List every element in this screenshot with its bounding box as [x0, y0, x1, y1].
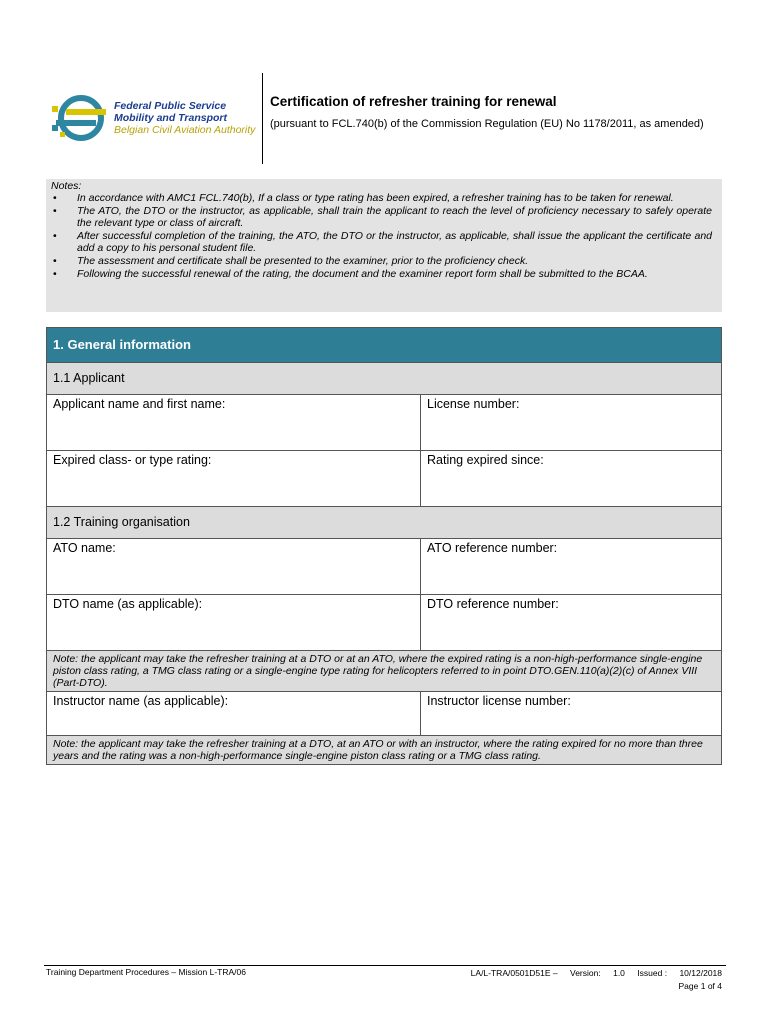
- form-row: [47, 539, 721, 595]
- document-subtitle: (pursuant to FCL.740(b) of the Commission Regulation (EU) No 1178/2011, as amended): [270, 118, 704, 130]
- field-label: Expired class- or type rating:: [53, 453, 212, 467]
- field-label: ATO reference number:: [427, 541, 558, 555]
- rating-expired-since-field[interactable]: [421, 451, 721, 506]
- footer-meta: [461, 967, 722, 993]
- field-label: Instructor name (as applicable):: [53, 694, 229, 708]
- notes-item: [51, 230, 712, 254]
- logo-line-1: Federal Public Service: [114, 100, 227, 112]
- dto-reference-field[interactable]: [421, 595, 721, 650]
- footer-issued-label: Issued :: [637, 968, 668, 978]
- footer-version: 1.0: [613, 968, 625, 978]
- general-information-form: [46, 327, 722, 765]
- logo-text: [114, 100, 255, 136]
- field-label: ATO name:: [53, 541, 116, 555]
- bullet-icon: •: [53, 268, 57, 280]
- logo-line-2: Mobility and Transport: [114, 112, 227, 124]
- bullet-icon: •: [53, 192, 57, 204]
- form-row: [47, 595, 721, 651]
- bcaa-logo-mark-icon: [52, 92, 110, 144]
- notes-item-text: Following the successful renewal of the rating, the document and the examiner report form shall be submitted to the BCAA.: [77, 268, 648, 280]
- notes-item-text: In accordance with AMC1 FCL.740(b), If a class or type rating has been expired, a refresher training has to be taken for renewal.: [77, 192, 674, 204]
- bullet-icon: •: [53, 205, 57, 217]
- footer-issued-date: 10/12/2018: [679, 968, 722, 978]
- applicant-name-field[interactable]: [47, 395, 421, 450]
- field-label: Rating expired since:: [427, 453, 544, 467]
- bullet-icon: •: [53, 230, 57, 242]
- notes-item: [51, 205, 712, 229]
- form-row: [47, 395, 721, 451]
- logo-line-3: Belgian Civil Aviation Authority: [114, 124, 256, 136]
- notes-item-text: The ATO, the DTO or the instructor, as applicable, shall train the applicant to reach the level of proficiency necessary to safely operate the relevant type or class of aircraft.: [77, 205, 712, 229]
- footer-document-info: [461, 967, 722, 980]
- notes-list: [51, 192, 712, 280]
- footer-department: Training Department Procedures – Mission L-TRA/06: [46, 967, 246, 977]
- notes-item-text: The assessment and certificate shall be presented to the examiner, prior to the proficiency check.: [77, 255, 529, 267]
- license-number-field[interactable]: [421, 395, 721, 450]
- applicant-subheader: 1.1 Applicant: [47, 363, 721, 395]
- form-row: [47, 451, 721, 507]
- bullet-icon: •: [53, 255, 57, 267]
- ato-name-field[interactable]: [47, 539, 421, 594]
- instructor-license-field[interactable]: [421, 692, 721, 735]
- notes-item-text: After successful completion of the training, the ATO, the DTO or the instructor, as applicable, shall issue the applicant the certificate and add a copy to his personal student file.: [77, 230, 712, 254]
- field-label: Applicant name and first name:: [53, 397, 226, 411]
- field-label: DTO name (as applicable):: [53, 597, 203, 611]
- footer-divider: [44, 965, 726, 966]
- footer-page-number: Page 1 of 4: [678, 981, 722, 991]
- notes-item: [51, 255, 712, 267]
- instructor-name-field[interactable]: [47, 692, 421, 735]
- document-title: Certification of refresher training for renewal: [270, 94, 557, 109]
- expired-rating-field[interactable]: [47, 451, 421, 506]
- dto-note: Note: the applicant may take the refresher training at a DTO or at an ATO, where the expired rating is a non-high-performance single-engine piston class rating, a TMG class rating or a single-engine type rating for helicopters referred to in point DTO.GEN.110(a)(2)(c) of Annex VIII (Part-DTO).: [47, 651, 721, 692]
- notes-box: [46, 179, 722, 312]
- section-header: 1. General information: [47, 328, 721, 363]
- bcaa-logo: [52, 92, 257, 144]
- dto-name-field[interactable]: [47, 595, 421, 650]
- notes-item: [51, 192, 712, 204]
- field-label: Instructor license number:: [427, 694, 571, 708]
- notes-label: Notes:: [51, 180, 82, 192]
- training-organisation-subheader: 1.2 Training organisation: [47, 507, 721, 539]
- form-row: [47, 692, 721, 736]
- field-label: DTO reference number:: [427, 597, 559, 611]
- instructor-note: Note: the applicant may take the refresher training at a DTO, at an ATO or with an instructor, where the rating expired for no more than three years and the rating was a non-high-performance single-engine piston class rating or a TMG class rating.: [47, 736, 721, 764]
- header-divider: [262, 73, 263, 164]
- footer-reference: LA/L-TRA/0501D51E –: [470, 968, 558, 978]
- footer-version-label: Version:: [570, 968, 601, 978]
- field-label: License number:: [427, 397, 520, 411]
- ato-reference-field[interactable]: [421, 539, 721, 594]
- notes-item: [51, 268, 712, 280]
